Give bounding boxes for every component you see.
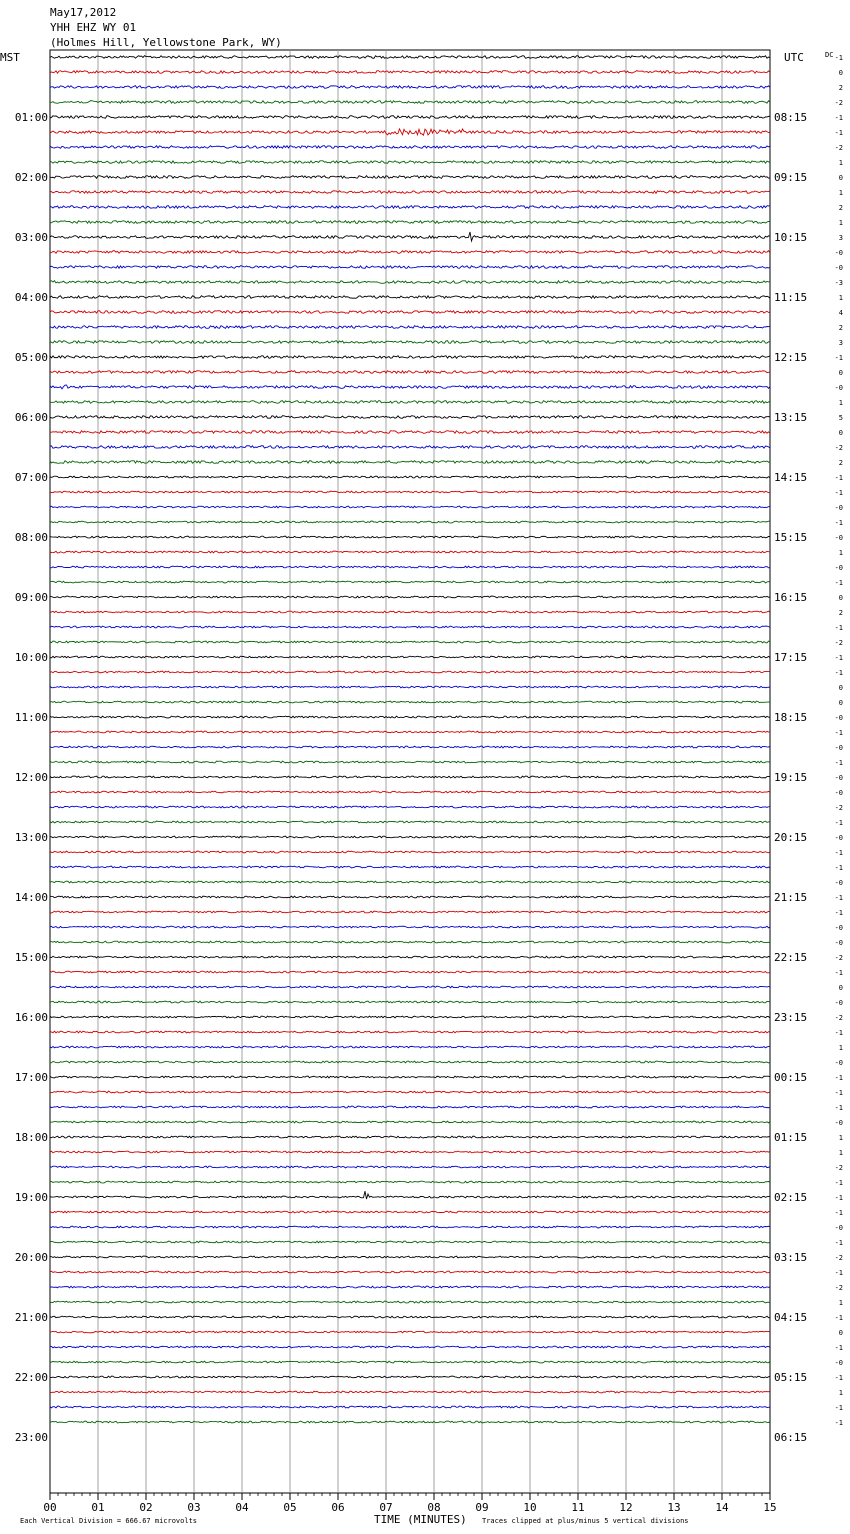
- seismic-trace: [50, 491, 770, 493]
- dc-offset-label: -0: [834, 1059, 843, 1067]
- dc-offset-label: -1: [834, 1209, 843, 1217]
- dc-offset-label: -1: [834, 1104, 843, 1112]
- dc-offset-label: 0: [838, 984, 843, 992]
- dc-offset-label: -2: [834, 1254, 843, 1262]
- utc-hour-label: 09:15: [774, 171, 808, 184]
- right-timezone: UTC: [784, 51, 804, 64]
- dc-offset-label: -1: [834, 474, 843, 482]
- x-tick-label: 10: [523, 1501, 537, 1514]
- seismic-trace: [50, 101, 770, 104]
- seismic-trace: [50, 416, 770, 419]
- seismic-trace: [50, 1391, 770, 1393]
- seismic-trace: [50, 746, 770, 748]
- x-axis-title: TIME (MINUTES): [374, 1513, 467, 1526]
- seismic-trace: [50, 686, 770, 688]
- dc-offset-label: 2: [838, 459, 843, 467]
- x-tick-label: 01: [91, 1501, 105, 1514]
- seismic-trace: [50, 385, 770, 389]
- seismic-trace: [50, 656, 770, 658]
- dc-offset-label: -0: [834, 564, 843, 572]
- utc-hour-label: 05:15: [774, 1371, 808, 1384]
- seismic-trace: [50, 1191, 770, 1199]
- dc-offset-label: -2: [834, 444, 843, 452]
- dc-offset-label: -1: [834, 354, 843, 362]
- dc-label: DC: [825, 51, 834, 59]
- scale-note: Each Vertical Division = 666.67 microvolts: [20, 1517, 198, 1525]
- dc-offset-label: -1: [834, 1194, 843, 1202]
- seismic-trace: [50, 1106, 770, 1108]
- seismic-trace: [50, 1361, 770, 1363]
- dc-offset-label: -2: [834, 1284, 843, 1292]
- trace-lines: [50, 56, 770, 1423]
- x-tick-label: 03: [187, 1501, 201, 1514]
- seismic-trace: [50, 581, 770, 583]
- dc-offset-label: -0: [834, 834, 843, 842]
- dc-offset-label: -1: [834, 849, 843, 857]
- dc-offset-label: 4: [838, 309, 843, 317]
- seismic-trace: [50, 86, 770, 89]
- seismic-trace: [50, 1031, 770, 1033]
- utc-hour-label: 03:15: [774, 1251, 808, 1264]
- x-tick-label: 06: [331, 1501, 345, 1514]
- mst-hour-label: 20:00: [14, 1251, 48, 1264]
- dc-offset-label: 0: [838, 69, 843, 77]
- dc-offset-label: 1: [838, 1299, 843, 1307]
- chart-station: YHH EHZ WY 01: [50, 21, 137, 34]
- mst-hour-label: 04:00: [14, 291, 48, 304]
- utc-hour-label: 18:15: [774, 711, 808, 724]
- dc-offset-label: -2: [834, 954, 843, 962]
- mst-hour-label: 11:00: [14, 711, 48, 724]
- dc-offset-label: -1: [834, 894, 843, 902]
- x-tick-label: 13: [667, 1501, 681, 1514]
- seismic-trace: [50, 176, 770, 179]
- mst-hour-label: 19:00: [14, 1191, 48, 1204]
- dc-offset-label: -1: [834, 669, 843, 677]
- dc-offset-label: -1: [834, 864, 843, 872]
- dc-offset-label: 1: [838, 1134, 843, 1142]
- dc-offset-label: -0: [834, 504, 843, 512]
- dc-offset-label: 2: [838, 324, 843, 332]
- dc-offset-label: 2: [838, 609, 843, 617]
- dc-offset-label: -1: [834, 1089, 843, 1097]
- seismic-trace: [50, 446, 770, 449]
- seismic-trace: [50, 191, 770, 194]
- dc-offset-label: 1: [838, 1389, 843, 1397]
- utc-hour-label: 23:15: [774, 1011, 808, 1024]
- mst-hour-label: 07:00: [14, 471, 48, 484]
- seismic-trace: [50, 1001, 770, 1003]
- dc-offset-label: 1: [838, 1149, 843, 1157]
- seismic-trace: [50, 626, 770, 628]
- dc-offset-label: -1: [834, 624, 843, 632]
- utc-hour-label: 06:15: [774, 1431, 808, 1444]
- seismic-trace: [50, 776, 770, 778]
- seismic-trace: [50, 641, 770, 643]
- seismic-trace: [50, 116, 770, 119]
- dc-offset-label: -0: [834, 384, 843, 392]
- seismic-trace: [50, 311, 770, 314]
- seismic-trace: [50, 596, 770, 598]
- dc-offset-label: -0: [834, 789, 843, 797]
- dc-offset-label: -1: [834, 759, 843, 767]
- dc-offset-label: -1: [834, 114, 843, 122]
- utc-hour-label: 19:15: [774, 771, 808, 784]
- mst-hour-label: 10:00: [14, 651, 48, 664]
- dc-offset-label: -1: [834, 1029, 843, 1037]
- x-tick-label: 09: [475, 1501, 489, 1514]
- dc-offset-label: 1: [838, 399, 843, 407]
- dc-offset-label: -0: [834, 744, 843, 752]
- utc-hour-label: 00:15: [774, 1071, 808, 1084]
- mst-hour-label: 01:00: [14, 111, 48, 124]
- seismic-trace: [50, 56, 770, 59]
- seismic-trace: [50, 971, 770, 973]
- mst-hour-label: 12:00: [14, 771, 48, 784]
- dc-offset-label: -0: [834, 1359, 843, 1367]
- seismic-trace: [50, 1271, 770, 1273]
- seismic-trace: [50, 1091, 770, 1093]
- dc-offset-label: 2: [838, 84, 843, 92]
- seismic-trace: [50, 356, 770, 359]
- utc-hour-label: 22:15: [774, 951, 808, 964]
- seismic-trace: [50, 1166, 770, 1168]
- dc-offset-label: -1: [834, 1239, 843, 1247]
- utc-hour-label: 08:15: [774, 111, 808, 124]
- x-tick-label: 14: [715, 1501, 729, 1514]
- seismic-trace: [50, 731, 770, 733]
- utc-hour-label: 16:15: [774, 591, 808, 604]
- seismic-trace: [50, 1316, 770, 1318]
- chart-location: (Holmes Hill, Yellowstone Park, WY): [50, 36, 282, 49]
- mst-hour-label: 15:00: [14, 951, 48, 964]
- dc-offset-label: -0: [834, 534, 843, 542]
- dc-offset-label: -1: [834, 1374, 843, 1382]
- mst-hour-label: 13:00: [14, 831, 48, 844]
- dc-offset-label: 5: [838, 414, 843, 422]
- seismic-trace: [50, 1301, 770, 1303]
- dc-offset-label: -1: [834, 129, 843, 137]
- x-tick-label: 12: [619, 1501, 633, 1514]
- seismic-trace: [50, 461, 770, 464]
- seismic-trace: [50, 1256, 770, 1258]
- dc-offset-label: -2: [834, 804, 843, 812]
- seismic-trace: [50, 716, 770, 718]
- mst-hour-label: 16:00: [14, 1011, 48, 1024]
- dc-offset-label: 0: [838, 174, 843, 182]
- seismic-trace: [50, 146, 770, 149]
- dc-offset-label: -1: [834, 1314, 843, 1322]
- dc-offset-label: -1: [834, 1074, 843, 1082]
- dc-offset-label: 3: [838, 234, 843, 242]
- seismic-trace: [50, 1061, 770, 1063]
- utc-hour-label: 17:15: [774, 651, 808, 664]
- utc-hour-label: 01:15: [774, 1131, 808, 1144]
- dc-offset-label: -1: [834, 1344, 843, 1352]
- seismic-trace: [50, 521, 770, 523]
- mst-hour-label: 09:00: [14, 591, 48, 604]
- seismic-trace: [50, 851, 770, 853]
- clip-note: Traces clipped at plus/minus 5 vertical divisions: [482, 1517, 689, 1525]
- mst-hour-label: 06:00: [14, 411, 48, 424]
- utc-hour-label: 14:15: [774, 471, 808, 484]
- seismic-trace: [50, 221, 770, 224]
- x-tick-label: 15: [763, 1501, 777, 1514]
- seismic-trace: [50, 791, 770, 793]
- utc-hour-label: 02:15: [774, 1191, 808, 1204]
- seismic-trace: [50, 506, 770, 508]
- dc-offset-label: -1: [834, 1179, 843, 1187]
- seismic-trace: [50, 551, 770, 553]
- dc-offset-label: -0: [834, 1224, 843, 1232]
- x-tick-label: 00: [43, 1501, 57, 1514]
- dc-offset-label: 0: [838, 369, 843, 377]
- dc-offset-label: 0: [838, 699, 843, 707]
- seismic-trace: [50, 701, 770, 703]
- mst-hour-label: 17:00: [14, 1071, 48, 1084]
- dc-offset-label: -0: [834, 924, 843, 932]
- time-labels: [15, 54, 843, 1514]
- seismic-trace: [50, 431, 770, 434]
- mst-hour-label: 21:00: [14, 1311, 48, 1324]
- mst-hour-label: 02:00: [14, 171, 48, 184]
- seismic-trace: [50, 161, 770, 164]
- x-tick-label: 08: [427, 1501, 441, 1514]
- seismic-trace: [50, 371, 770, 374]
- dc-offset-label: -0: [834, 939, 843, 947]
- seismic-trace: [50, 986, 770, 988]
- seismic-trace: [50, 1376, 770, 1378]
- left-timezone: MST: [0, 51, 20, 64]
- dc-offset-label: 0: [838, 429, 843, 437]
- seismic-trace: [50, 281, 770, 284]
- utc-hour-label: 10:15: [774, 231, 808, 244]
- seismic-trace: [50, 1181, 770, 1183]
- seismic-trace: [50, 881, 770, 883]
- dc-offset-label: 1: [838, 294, 843, 302]
- dc-offset-label: -1: [834, 819, 843, 827]
- dc-offset-label: -2: [834, 639, 843, 647]
- dc-offset-label: -1: [834, 1404, 843, 1412]
- seismic-trace: [50, 941, 770, 943]
- seismic-trace: [50, 806, 770, 808]
- seismic-trace: [50, 1421, 770, 1423]
- mst-hour-label: 03:00: [14, 231, 48, 244]
- dc-offset-label: -1: [834, 969, 843, 977]
- dc-offset-label: -2: [834, 144, 843, 152]
- mst-hour-label: 05:00: [14, 351, 48, 364]
- dc-offset-label: -1: [834, 54, 843, 62]
- mst-hour-label: 18:00: [14, 1131, 48, 1144]
- dc-offset-label: -0: [834, 1119, 843, 1127]
- seismic-trace: [50, 836, 770, 838]
- dc-offset-label: 1: [838, 549, 843, 557]
- utc-hour-label: 04:15: [774, 1311, 808, 1324]
- dc-offset-label: -0: [834, 264, 843, 272]
- seismic-trace: [50, 926, 770, 928]
- utc-hour-label: 20:15: [774, 831, 808, 844]
- x-tick-label: 11: [571, 1501, 585, 1514]
- dc-offset-label: -3: [834, 279, 843, 287]
- dc-offset-label: -0: [834, 774, 843, 782]
- dc-offset-label: -1: [834, 729, 843, 737]
- seismic-trace: [50, 401, 770, 404]
- seismic-trace: [50, 129, 770, 135]
- seismic-trace: [50, 1016, 770, 1018]
- utc-hour-label: 12:15: [774, 351, 808, 364]
- seismic-trace: [50, 206, 770, 209]
- dc-offset-label: -2: [834, 99, 843, 107]
- seismic-trace: [50, 761, 770, 763]
- seismic-trace: [50, 611, 770, 613]
- seismic-trace: [50, 296, 770, 299]
- seismic-trace: [50, 1226, 770, 1228]
- seismic-trace: [50, 232, 770, 241]
- dc-offset-label: -1: [834, 519, 843, 527]
- seismic-trace: [50, 326, 770, 329]
- dc-offset-label: 1: [838, 1044, 843, 1052]
- seismic-trace: [50, 536, 770, 538]
- seismic-trace: [50, 251, 770, 254]
- seismic-trace: [50, 476, 770, 478]
- dc-offset-label: -1: [834, 1269, 843, 1277]
- dc-offset-label: -0: [834, 714, 843, 722]
- dc-offset-label: -0: [834, 249, 843, 257]
- seismic-trace: [50, 1406, 770, 1408]
- dc-offset-label: 1: [838, 219, 843, 227]
- seismic-trace: [50, 1346, 770, 1348]
- dc-offset-label: -1: [834, 909, 843, 917]
- dc-offset-label: 1: [838, 159, 843, 167]
- seismic-trace: [50, 671, 770, 673]
- seismic-trace: [50, 1046, 770, 1048]
- x-tick-label: 02: [139, 1501, 153, 1514]
- dc-offset-label: -0: [834, 999, 843, 1007]
- seismic-trace: [50, 1211, 770, 1213]
- dc-offset-label: 0: [838, 594, 843, 602]
- seismic-trace: [50, 566, 770, 568]
- seismic-trace: [50, 821, 770, 823]
- seismic-trace: [50, 1136, 770, 1138]
- dc-offset-label: 0: [838, 684, 843, 692]
- dc-offset-label: -0: [834, 879, 843, 887]
- x-tick-label: 07: [379, 1501, 393, 1514]
- utc-hour-label: 13:15: [774, 411, 808, 424]
- mst-hour-label: 23:00: [14, 1431, 48, 1444]
- mst-hour-label: 14:00: [14, 891, 48, 904]
- utc-hour-label: 21:15: [774, 891, 808, 904]
- seismic-trace: [50, 956, 770, 958]
- seismic-trace: [50, 341, 770, 344]
- mst-hour-label: 08:00: [14, 531, 48, 544]
- dc-offset-label: 1: [838, 189, 843, 197]
- mst-hour-label: 22:00: [14, 1371, 48, 1384]
- dc-offset-label: -1: [834, 654, 843, 662]
- dc-offset-label: -2: [834, 1164, 843, 1172]
- seismic-trace: [50, 1331, 770, 1333]
- seismic-trace: [50, 71, 770, 74]
- seismic-trace: [50, 896, 770, 898]
- dc-offset-label: 0: [838, 1329, 843, 1337]
- dc-offset-label: -2: [834, 1014, 843, 1022]
- seismic-trace: [50, 266, 770, 269]
- seismic-trace: [50, 866, 770, 868]
- dc-offset-label: -1: [834, 579, 843, 587]
- dc-offset-label: -1: [834, 1419, 843, 1427]
- dc-offset-label: 3: [838, 339, 843, 347]
- dc-offset-label: -1: [834, 489, 843, 497]
- seismic-trace: [50, 1076, 770, 1078]
- seismic-trace: [50, 1121, 770, 1123]
- x-tick-label: 05: [283, 1501, 297, 1514]
- utc-hour-label: 11:15: [774, 291, 808, 304]
- utc-hour-label: 15:15: [774, 531, 808, 544]
- dc-offset-label: 2: [838, 204, 843, 212]
- seismic-trace: [50, 1241, 770, 1243]
- x-tick-label: 04: [235, 1501, 249, 1514]
- seismic-trace: [50, 911, 770, 913]
- seismic-trace: [50, 1151, 770, 1153]
- seismic-trace: [50, 1286, 770, 1288]
- chart-date: May17,2012: [50, 6, 117, 19]
